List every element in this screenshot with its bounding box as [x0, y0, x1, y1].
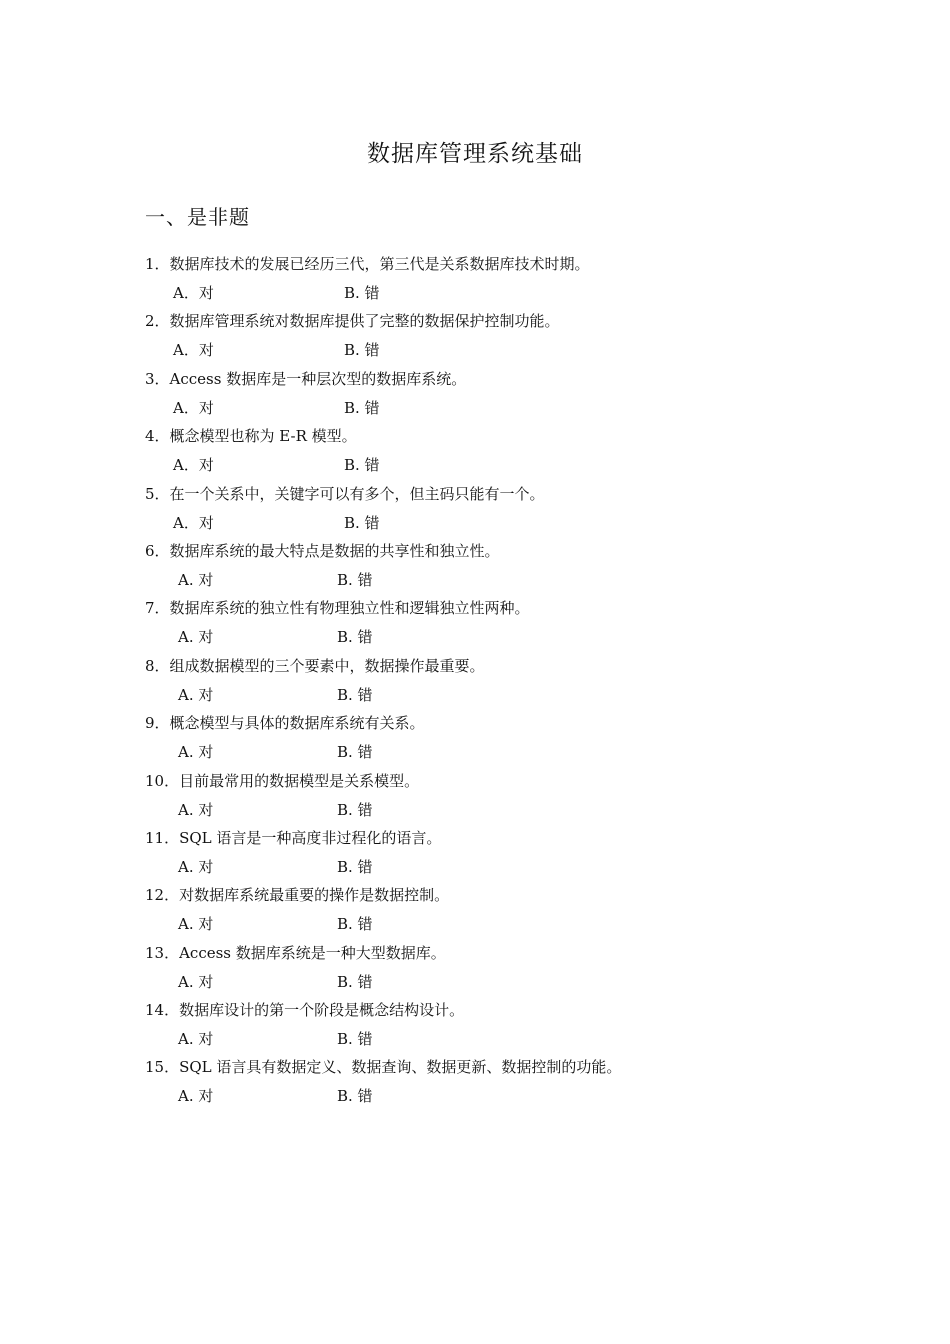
- option-a: A. 对: [178, 1087, 214, 1106]
- question-text: 6．数据库系统的最大特点是数据的共享性和独立性。: [145, 541, 500, 560]
- question-item: [0, 1055, 950, 1112]
- option-a: A. 对: [178, 1030, 214, 1049]
- question-item: [0, 826, 950, 883]
- option-a: A．对: [173, 341, 214, 360]
- question-item: [0, 711, 950, 768]
- question-item: [0, 367, 950, 424]
- question-text: 9．概念模型与具体的数据库系统有关系。: [145, 714, 425, 733]
- question-text: 15．SQL 语言具有数据定义、数据查询、数据更新、数据控制的功能。: [145, 1058, 622, 1077]
- option-b: B. 错: [337, 915, 373, 934]
- option-b: B. 错: [337, 972, 373, 991]
- question-item: [0, 941, 950, 998]
- option-b: B. 错: [337, 685, 373, 704]
- question-item: [0, 883, 950, 940]
- option-a: A. 对: [178, 915, 214, 934]
- question-list: [0, 252, 950, 1113]
- option-b: B. 错: [337, 1030, 373, 1049]
- option-a: A. 对: [178, 857, 214, 876]
- question-item: [0, 482, 950, 539]
- option-a: A．对: [173, 456, 214, 475]
- option-b: B. 错: [337, 1087, 373, 1106]
- question-item: [0, 539, 950, 596]
- option-b: B. 错: [344, 456, 380, 475]
- question-item: [0, 424, 950, 481]
- option-b: B. 错: [337, 857, 373, 876]
- option-a: A．对: [173, 398, 214, 417]
- option-b: B. 错: [337, 800, 373, 819]
- option-a: A. 对: [178, 628, 214, 647]
- question-text: 7．数据库系统的独立性有物理独立性和逻辑独立性两种。: [145, 599, 530, 618]
- question-text: 14．数据库设计的第一个阶段是概念结构设计。: [145, 1001, 465, 1020]
- option-b: B. 错: [337, 628, 373, 647]
- question-text: 11．SQL 语言是一种高度非过程化的语言。: [145, 828, 442, 847]
- question-item: [0, 252, 950, 309]
- option-a: A．对: [173, 284, 214, 302]
- option-a: A. 对: [178, 685, 214, 704]
- question-text: 8．组成数据模型的三个要素中，数据操作最重要。: [145, 656, 485, 675]
- section-heading: 一、是非题: [145, 205, 250, 229]
- question-item: [0, 998, 950, 1055]
- option-a: A. 对: [178, 743, 214, 762]
- question-text: 13．Access 数据库系统是一种大型数据库。: [145, 943, 446, 962]
- option-b: B. 错: [344, 398, 380, 417]
- question-item: [0, 769, 950, 826]
- option-a: A. 对: [178, 972, 214, 991]
- question-text: 4．概念模型也称为 E-R 模型。: [145, 427, 357, 446]
- question-text: 5．在一个关系中，关键字可以有多个，但主码只能有一个。: [145, 484, 545, 503]
- question-text: 3．Access 数据库是一种层次型的数据库系统。: [145, 369, 467, 388]
- question-text: 12．对数据库系统最重要的操作是数据控制。: [145, 886, 450, 905]
- question-text: 10．目前最常用的数据模型是关系模型。: [145, 771, 420, 790]
- option-a: A. 对: [178, 800, 214, 819]
- document-title: 数据库管理系统基础: [367, 141, 583, 167]
- option-b: B. 错: [344, 513, 380, 532]
- option-b: B. 错: [337, 743, 373, 762]
- option-a: A. 对: [178, 570, 214, 589]
- option-b: B. 错: [337, 570, 373, 589]
- option-b: B. 错: [344, 284, 380, 302]
- question-text: 1．数据库技术的发展已经历三代，第三代是关系数据库技术时期。: [145, 255, 590, 273]
- question-item: [0, 654, 950, 711]
- question-item: [0, 596, 950, 653]
- question-text: 2．数据库管理系统对数据库提供了完整的数据保护控制功能。: [145, 312, 560, 331]
- question-item: [0, 309, 950, 366]
- option-a: A．对: [173, 513, 214, 532]
- option-b: B. 错: [344, 341, 380, 360]
